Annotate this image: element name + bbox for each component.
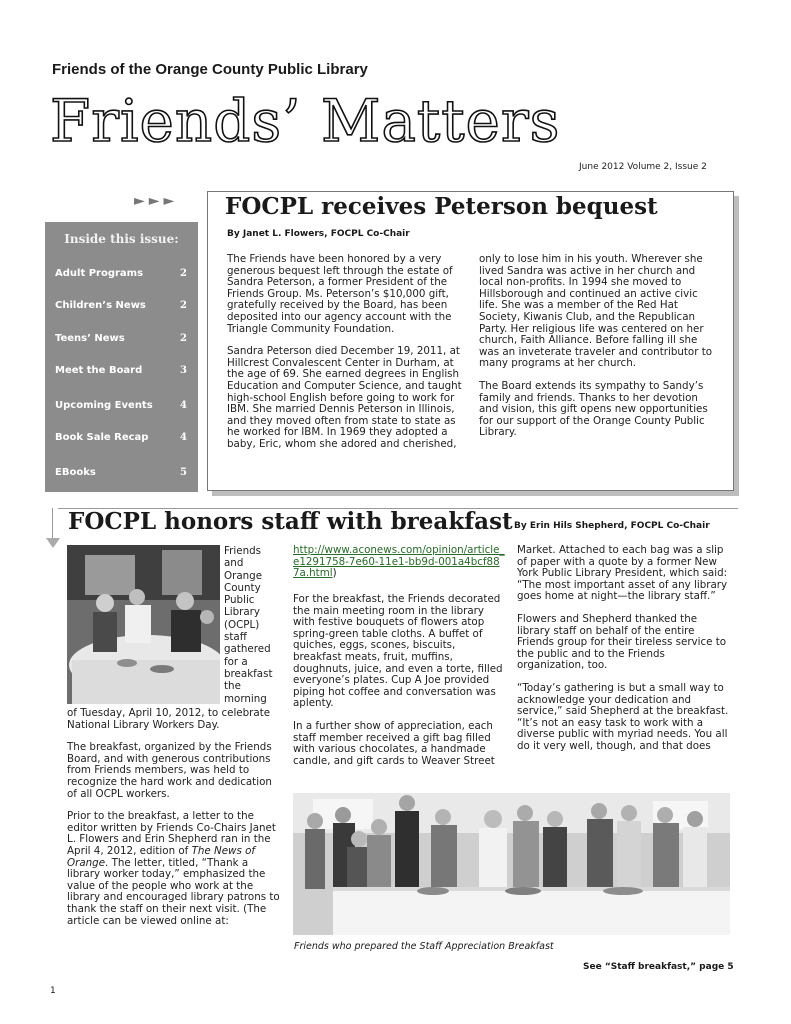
paragraph bbox=[293, 545, 505, 580]
article-column bbox=[517, 545, 731, 764]
text-line: Library bbox=[224, 606, 261, 619]
article-column bbox=[293, 545, 505, 591]
toc-item-meet-the-board[interactable] bbox=[55, 365, 193, 376]
text-line: for a bbox=[224, 655, 248, 668]
paragraph: For the breakfast, the Friends decorated the main meeting room in the library with festive bouquets of flowers atop spring-green table cloths. A buffet of quiches, eggs, scones, biscuits, breakfast meats, fruit, muffins, doughnuts, juice, and even a torte, filled everyone’s plates. Cup A Joe provided piping hot coffee and conversation was aplenty. bbox=[293, 593, 503, 710]
toc-item-label: Book Sale Recap bbox=[55, 432, 149, 443]
paragraph: The breakfast, organized by the Friends Board, and with generous contributions from Friends members, was held to recognize the hard work and dedication of all OCPL workers. bbox=[67, 741, 272, 800]
toc-heading: Inside this issue: bbox=[64, 232, 179, 246]
toc-item-label: Upcoming Events bbox=[55, 400, 153, 411]
paragraph: “Today’s gathering is but a small way to acknowledge your dedication and service,” said Shepherd at the breakfast. “It’s not an easy task to work with a diverse public with myriad needs. You all do it very well, though, and that does bbox=[517, 681, 729, 752]
toc-item-label: Children’s News bbox=[55, 300, 146, 311]
text-line: (OCPL) bbox=[224, 618, 260, 631]
toc-item-page: 2 bbox=[180, 333, 187, 344]
text-line: and bbox=[224, 557, 244, 570]
publication-name: The News of Orange bbox=[67, 844, 256, 869]
text-line: Friends bbox=[224, 545, 262, 557]
paragraph: In a further show of appreciation, each staff member received a gift bag filled with various chocolates, a handmade candle, and gift cards to Weaver Street bbox=[293, 719, 495, 767]
toc-item-label: Adult Programs bbox=[55, 268, 144, 279]
toc-item-upcoming-events[interactable] bbox=[55, 400, 193, 411]
toc-item-page: 4 bbox=[180, 400, 187, 411]
paragraph: The Friends have been honored by a very generous bequest left through the estate of Sandra Peterson, a former President of the Friends Group. Ms. Peterson’s $10,000 gift, gratefully received by the Board, has been deposited into our agency account with the Triangle Community Foundation. bbox=[227, 253, 453, 335]
article-column bbox=[293, 594, 505, 778]
text-span: . The letter, titled, “Thank a library worker today,” emphasized the value of the people who work at the library and encouraged library patrons to thank the staff on their next visit. (The article can be viewed online at: bbox=[67, 856, 280, 927]
photo-caption: Friends who prepared the Staff Appreciation Breakfast bbox=[294, 941, 554, 952]
paragraph: only to lose him in his youth. Wherever she lived Sandra was active in her church and local non-profits. In 1994 she moved to Hillsborough and continued an active civic life. She was a member of the Red Hat Society, Kiwanis Club, and the Republican Party. Her religious life was centered on her church, Faith Alliance. Before falling ill she was an inveterate traveler and contributor to many programs at her church. bbox=[479, 253, 713, 370]
breakfast-photo bbox=[67, 545, 220, 704]
wrap-text bbox=[224, 545, 284, 705]
article-column bbox=[67, 708, 282, 938]
toc-item-ebooks[interactable] bbox=[55, 467, 193, 478]
text-span: ) bbox=[332, 567, 337, 580]
article-column bbox=[227, 254, 467, 462]
org-name: Friends of the Orange County Public Library bbox=[52, 61, 368, 78]
continued-note: See “Staff breakfast,” page 5 bbox=[583, 962, 734, 972]
section-divider-vertical bbox=[52, 508, 53, 540]
group-photo bbox=[293, 793, 730, 935]
toc-item-page: 2 bbox=[180, 268, 187, 279]
paragraph: Sandra Peterson died December 19, 2011, at Hillcrest Convalescent Center in Durham, at the age of 69. She earned degrees in English Education and Computer Science, and taught high-school English before going to work for IBM. She married Dennis Peterson in Illinois, and they moved often from state to state as he worked for IBM. In 1969 they adopted a baby, Eric, whom she adored and cherished, bbox=[227, 345, 462, 450]
toc-item-label: Meet the Board bbox=[55, 365, 143, 376]
paragraph: Market. Attached to each bag was a slip of paper with a quote by a former New York Public Library President, which said: “The most important asset of any library goes home at night—the library staff.” bbox=[517, 544, 728, 603]
masthead-title: Friends’ Matters bbox=[50, 87, 561, 155]
article-column bbox=[479, 254, 719, 450]
article-byline: By Janet L. Flowers, FOCPL Co-Chair bbox=[227, 229, 410, 239]
toc-item-page: 3 bbox=[180, 365, 187, 376]
toc-item-label: Teens’ News bbox=[55, 333, 125, 344]
text-line: gathered bbox=[224, 643, 271, 656]
paragraph bbox=[67, 811, 282, 927]
article-byline: By Erin Hils Shepherd, FOCPL Co-Chair bbox=[514, 521, 710, 531]
toc-item-teens-news[interactable] bbox=[55, 333, 193, 344]
page-number: 1 bbox=[50, 986, 56, 996]
paragraph: Flowers and Shepherd thanked the library staff on behalf of the entire Friends group for their tireless service to the public and to the Friends organization, too. bbox=[517, 612, 727, 672]
text-line: Orange bbox=[224, 569, 263, 582]
inside-this-issue-box bbox=[45, 222, 198, 492]
text-span: Prior to the breakfast, a letter to the editor written by Friends Co-Chairs Janet L. Flowers and Erin Shepherd ran in the April 4, 2012, edition of bbox=[67, 810, 276, 857]
toc-item-page: 2 bbox=[180, 300, 187, 311]
toc-item-page: 4 bbox=[180, 432, 187, 443]
toc-item-book-sale-recap[interactable] bbox=[55, 432, 193, 443]
article-title: FOCPL receives Peterson bequest bbox=[225, 193, 658, 220]
arrows-icon: ►►► bbox=[134, 193, 179, 209]
paragraph: The Board extends its sympathy to Sandy’s family and friends. Thanks to her devotion and vision, this gift opens new opportunities for our support of the Orange County Public Library. bbox=[479, 379, 708, 439]
toc-item-childrens-news[interactable] bbox=[55, 300, 193, 311]
text-line: County bbox=[224, 581, 261, 594]
toc-item-label: EBooks bbox=[55, 467, 96, 478]
text-line: morning bbox=[224, 692, 267, 705]
toc-item-page: 5 bbox=[180, 467, 187, 478]
toc-item-adult-programs[interactable] bbox=[55, 268, 193, 279]
text-line: the bbox=[224, 680, 241, 693]
text-line: Public bbox=[224, 594, 255, 607]
article-title: FOCPL honors staff with breakfast bbox=[68, 508, 513, 535]
arrow-down-icon bbox=[46, 538, 60, 548]
text-line: breakfast bbox=[224, 667, 273, 680]
paragraph: of Tuesday, April 10, 2012, to celebrate National Library Workers Day. bbox=[67, 707, 271, 731]
text-line: staff bbox=[224, 631, 247, 644]
article-link[interactable]: http://www.aconews.com/opinion/article_e1291758-7e60-11e1-bb9d-001a4bcf887a.html bbox=[293, 544, 505, 580]
issue-info: June 2012 Volume 2, Issue 2 bbox=[579, 162, 707, 172]
